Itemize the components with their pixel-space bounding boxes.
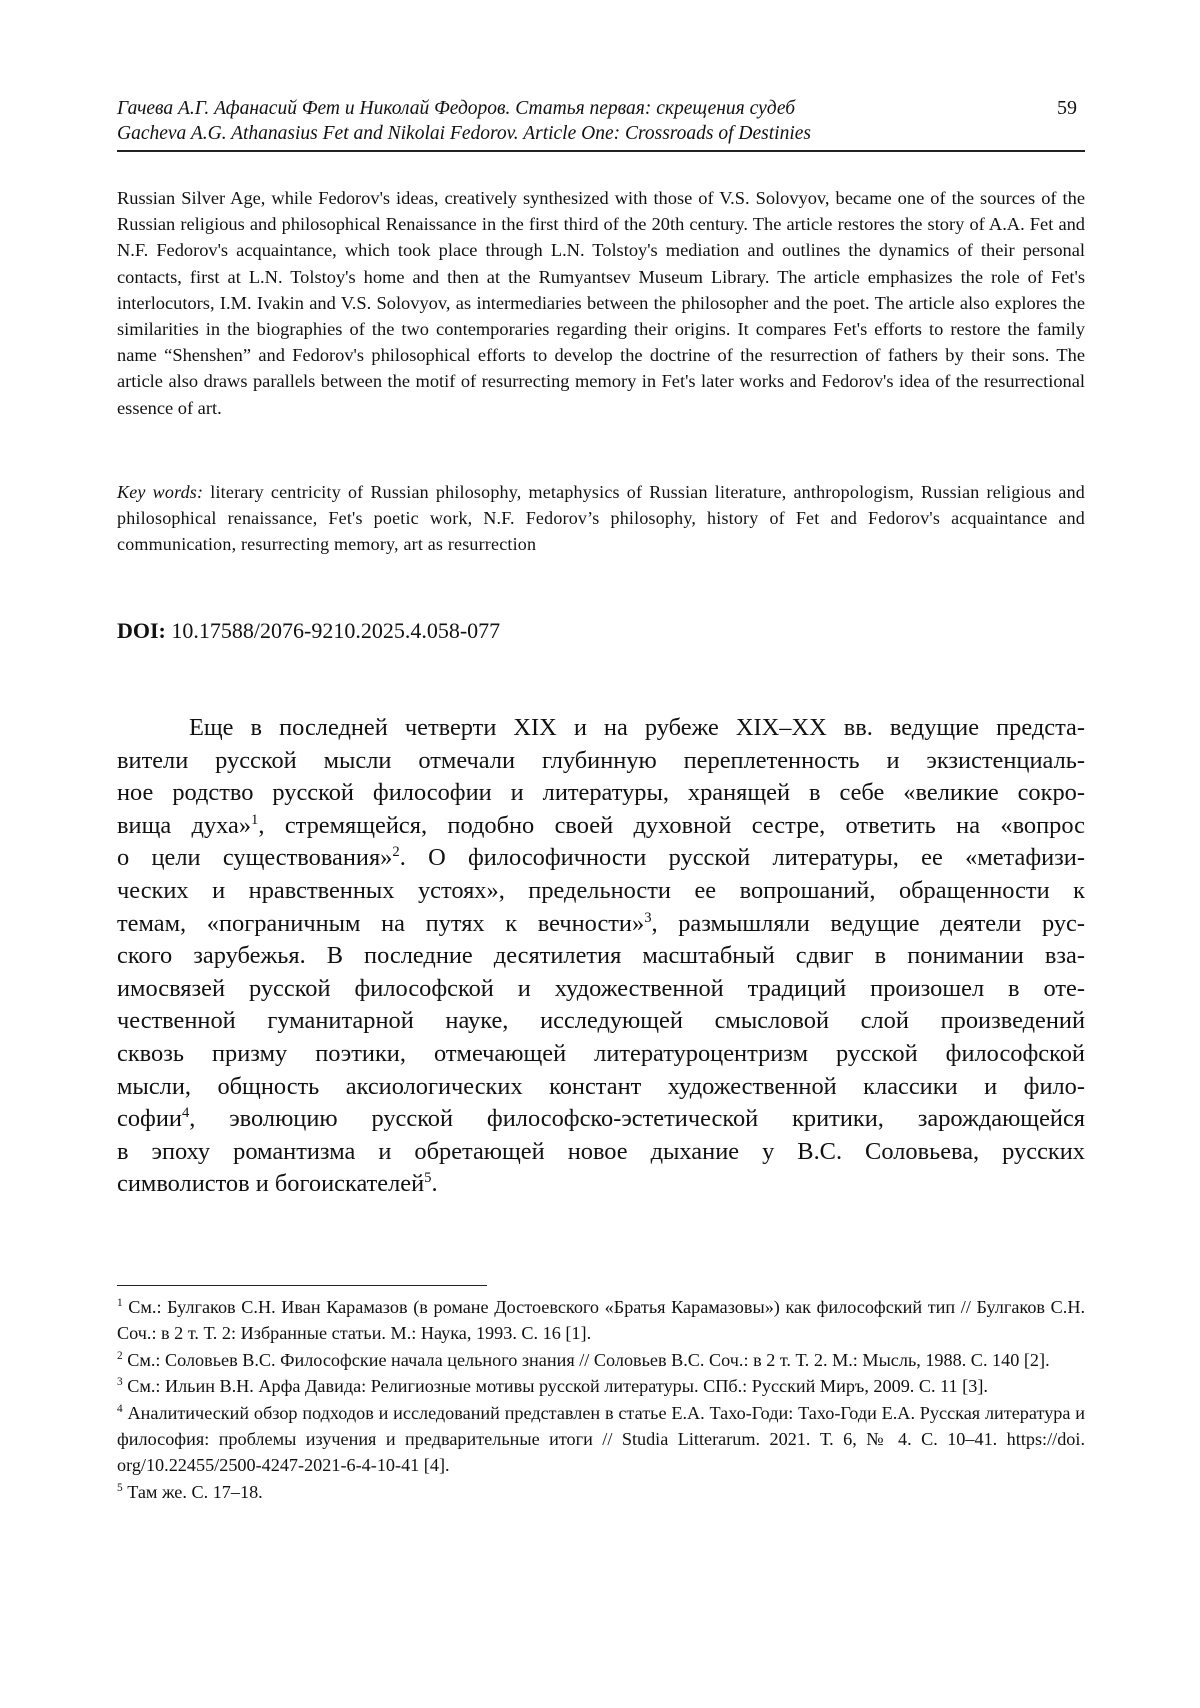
- body-line: софии$^4$, эволюцию русской философско-эстетической критики, зарождающейся: [117, 1105, 1085, 1133]
- body-line: Еще в последней четверти XIX и на рубеже XIX–XX вв. ведущие предста-: [189, 714, 1085, 741]
- footnote-4: $^4$ Аналитический обзор подходов и исследований представлен в статье Е.А. Тахо-Годи: Тахо-Годи Е.А. Русская литература и философия: проблемы изучения и предварительные итоги // Studia Litterarum. 2021. Т. 6, № 4. С. 10–41. https://doi. org/10.22455/2500-4247-2021-6-4-10-41 [4].: [117, 1402, 1085, 1476]
- footnote-number: 2: [117, 1349, 123, 1362]
- footnote-1: $^1$ См.: Булгаков С.Н. Иван Карамазов (в романе Достоевского «Братья Карамазовы») как философский тип // Булгаков С.Н. Соч.: в 2 т. Т. 2: Избранные статьи. М.: Наука, 1993. С. 16 [1].: [117, 1296, 1085, 1344]
- keywords-text: literary centricity of Russian philosophy, metaphysics of Russian literature, anthropologism, Russian religious and philosophical renaissance, Fet's poetic work, N.F. Fedorov’s philosophy, history of Fet and Fedorov's acquaintance and communication, resurrecting memory, art as resurrection: [117, 482, 1085, 555]
- body-line: темам, «пограничным на путях к вечности»$^3$, размышляли ведущие деятели рус-: [117, 909, 1085, 937]
- footnote-number: 5: [117, 1481, 123, 1494]
- body-line: имосвязей русской философской и художественной традиций произошел в оте-: [117, 974, 1085, 1002]
- body-line: в эпоху романтизма и обретающей новое дыхание у В.С. Соловьева, русских: [117, 1137, 1085, 1165]
- body-line: ческих и нравственных устоях», предельности ее вопрошаний, обращенности к: [117, 876, 1085, 904]
- body-line: сквозь призму поэтики, отмечающей литературоцентризм русской философской: [117, 1039, 1085, 1067]
- body-line: ное родство русской философии и литературы, хранящей в себе «великие сокро-: [117, 779, 1085, 807]
- abstract-text: Russian Silver Age, while Fedorov's ideas, creatively synthesized with those of V.S. Solovyov, became one of the sources of the Russian religious and philosophical Renaissance in the first third of the 20th century. The article restores the story of A.A. Fet and N.F. Fedorov's acquaintance, which took place through L.N. Tolstoy's mediation and outlines the dynamics of their personal contacts, first at L.N. Tolstoy's home and then at the Rumyantsev Museum Library. The article emphasizes the role of Fet's interlocutors, I.M. Ivakin and V.S. Solovyov, as intermediaries between the philosopher and the poet. The article also explores the similarities in the biographies of the two contemporaries regarding their origins. It compares Fet's efforts to restore the family name “Shenshen” and Fedorov's philosophical efforts to develop the doctrine of the resurrection of fathers by their sons. The article also draws parallels between the motif of resurrecting memory in Fet's later works and Fedorov's idea of the resurrectional essence of art.: [117, 188, 1085, 418]
- body-line: ского зарубежья. В последние десятилетия масштабный сдвиг в понимании вза-: [117, 942, 1085, 970]
- footnote-5: $^5$ Там же. С. 17–18.: [117, 1481, 263, 1502]
- body-paragraph: [117, 712, 1085, 1201]
- body-line: вители русской мысли отмечали глубинную переплетенность и экзистенциаль-: [117, 746, 1085, 774]
- footnote-number: 1: [117, 1296, 123, 1309]
- footnote-2: $^2$ См.: Соловьев В.С. Философские начала цельного знания // Соловьев В.С. Соч.: в 2 т. Т. 2. М.: Мысль, 1988. С. 140 [2].: [117, 1349, 1050, 1370]
- footnote-number: 4: [117, 1402, 123, 1415]
- footnotes: [117, 1294, 1085, 1505]
- doi-label: DOI:: [117, 618, 166, 643]
- body-line: мысли, общность аксиологических констант художественной классики и фило-: [117, 1072, 1085, 1100]
- footnote-ref-1[interactable]: 1: [251, 811, 259, 828]
- body-line: вища духа»$^1$, стремящейся, подобно своей духовной сестре, ответить на «вопрос: [117, 811, 1085, 839]
- doi-value[interactable]: 10.17588/2076-9210.2025.4.058-077: [171, 618, 501, 643]
- body-line: чественной гуманитарной науке, исследующей смысловой слой произведений: [117, 1007, 1085, 1035]
- keywords-label: Key words:: [117, 482, 204, 502]
- footnote-ref-2[interactable]: 2: [392, 844, 400, 861]
- footnote-separator: [117, 1285, 487, 1286]
- running-head: [117, 96, 1085, 152]
- body-line: символистов и богоискателей$^5$.: [117, 1170, 438, 1198]
- running-head-english: Gacheva A.G. Athanasius Fet and Nikolai Fedorov. Article One: Crossroads of Destinies: [117, 123, 811, 144]
- keywords-block: [117, 479, 1085, 558]
- footnote-3: $^3$ См.: Ильин В.Н. Арфа Давида: Религиозные мотивы русской литературы. СПб.: Русский Миръ, 2009. С. 11 [3].: [117, 1376, 988, 1397]
- page-number: 59: [1057, 97, 1077, 119]
- footnote-ref-5[interactable]: 5: [424, 1170, 432, 1187]
- body-line: о цели существования»$^2$. О философичности русской литературы, ее «метафизи-: [117, 844, 1085, 872]
- footnote-ref-3[interactable]: 3: [644, 909, 652, 926]
- doi-line: [117, 617, 500, 645]
- footnote-ref-4[interactable]: 4: [181, 1105, 190, 1121]
- running-head-russian: Гачева А.Г. Афанасий Фет и Николай Федоров. Статья первая: скрещения судеб: [117, 98, 796, 119]
- footnote-number: 3: [117, 1376, 123, 1389]
